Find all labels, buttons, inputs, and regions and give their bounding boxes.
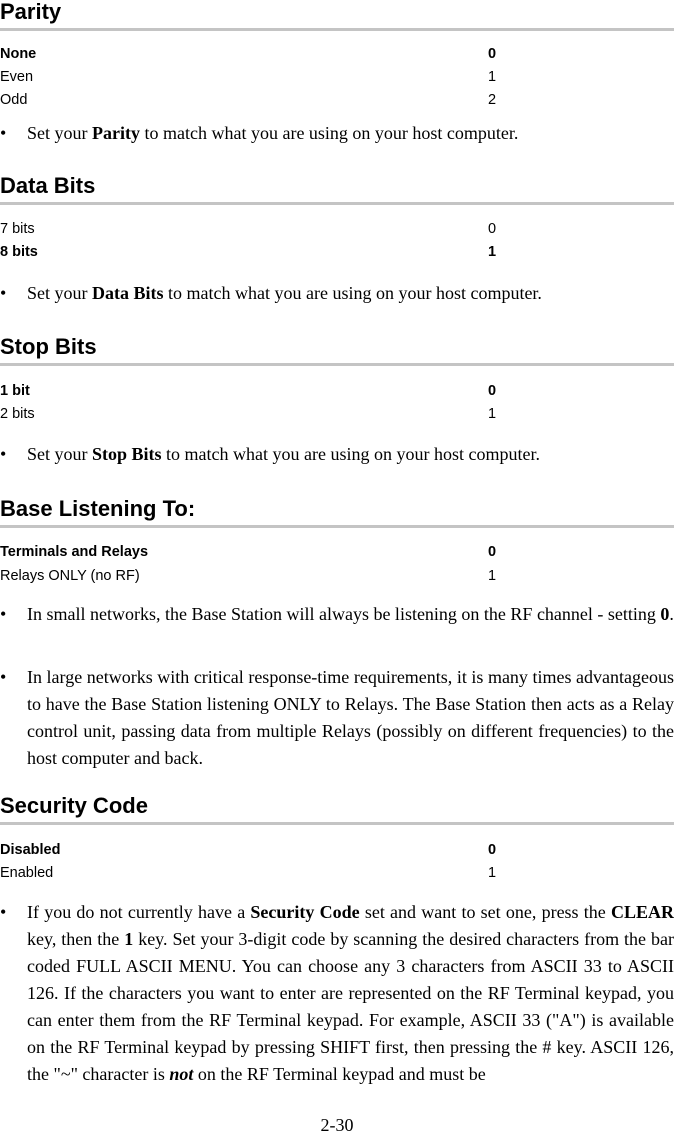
- parity-bullet: [0, 120, 674, 147]
- parity-heading: Parity: [0, 0, 62, 24]
- option-name: None: [0, 46, 37, 62]
- option-name: 1 bit: [0, 383, 30, 399]
- bullet-text: If you do not currently have a Security Code set and want to set one, press the CLEAR key, then the 1 key. Set your 3-digit code by scanning the desired characters from the bar coded FULL ASCII MENU. You can choose any 3 characters from ASCII 33 to ASCII 126. If the characters you want to enter are represented on the RF Terminal keypad, you can enter them from the RF Terminal keypad. For example, ASCII 33 ("A") is available on the RF Terminal keypad by pressing SHIFT first, then pressing the # key. ASCII 126, the "~" character is not on the RF Terminal keypad and must be: [27, 902, 674, 1084]
- base-listening-option-relays-only: [0, 566, 674, 586]
- data-bits-option-7: [0, 219, 674, 239]
- bullet-icon: •: [0, 123, 7, 143]
- data-bits-heading: Data Bits: [0, 173, 96, 198]
- parity-option-even: [0, 67, 674, 87]
- parity-option-none: [0, 44, 674, 64]
- base-listening-bullet-small-networks: [0, 601, 674, 628]
- bullet-text: In small networks, the Base Station will always be listening on the RF channel - setting 0.: [27, 604, 674, 624]
- bullet-icon: •: [0, 604, 7, 624]
- option-name: Enabled: [0, 865, 54, 881]
- bullet-text: In large networks with critical response-time requirements, it is many times advantageous to have the Base Station listening ONLY to Relays. The Base Station then acts as a Relay control unit, passing data from multiple Relays (possibly on different frequencies) to the host computer and back.: [27, 667, 674, 768]
- option-value: 1: [488, 865, 497, 881]
- data-bits-divider: [0, 202, 674, 205]
- option-name: Even: [0, 69, 34, 85]
- option-value: 2: [488, 92, 497, 108]
- security-code-option-disabled: [0, 840, 674, 860]
- option-name: 8 bits: [0, 244, 38, 260]
- base-listening-section: [0, 497, 674, 528]
- stop-bits-option-1: [0, 381, 674, 401]
- option-value: 0: [488, 221, 497, 237]
- stop-bits-bullet: [0, 441, 674, 468]
- base-listening-heading: Base Listening To:: [0, 496, 196, 521]
- bullet-text: Set your Data Bits to match what you are using on your host computer.: [27, 283, 542, 303]
- stop-bits-option-2: [0, 404, 674, 424]
- bullet-text: Set your Stop Bits to match what you are using on your host computer.: [27, 444, 540, 464]
- option-value: 0: [488, 842, 497, 858]
- option-name: Terminals and Relays: [0, 544, 149, 560]
- base-listening-divider: [0, 525, 674, 528]
- option-value: 1: [488, 69, 497, 85]
- option-name: 7 bits: [0, 221, 35, 237]
- page-number: 2-30: [320, 1115, 354, 1135]
- parity-section: [0, 0, 674, 31]
- bullet-icon: •: [0, 444, 7, 464]
- option-value: 1: [488, 568, 497, 584]
- stop-bits-divider: [0, 363, 674, 366]
- option-value: 1: [488, 244, 497, 260]
- data-bits-bullet: [0, 280, 674, 307]
- security-code-section: [0, 794, 674, 825]
- base-listening-option-terminals-relays: [0, 542, 674, 562]
- option-value: 1: [488, 406, 497, 422]
- stop-bits-section: [0, 335, 674, 366]
- option-name: 2 bits: [0, 406, 35, 422]
- parity-divider: [0, 28, 674, 31]
- security-code-bullet: [0, 899, 674, 1088]
- security-code-heading: Security Code: [0, 793, 148, 818]
- bullet-icon: •: [0, 902, 7, 922]
- parity-option-odd: [0, 90, 674, 110]
- option-value: 0: [488, 383, 497, 399]
- option-name: Disabled: [0, 842, 61, 858]
- data-bits-section: [0, 174, 674, 205]
- bullet-icon: •: [0, 667, 7, 687]
- option-value: 0: [488, 544, 497, 560]
- stop-bits-heading: Stop Bits: [0, 334, 97, 359]
- security-code-option-enabled: [0, 863, 674, 883]
- option-value: 0: [488, 46, 497, 62]
- data-bits-option-8: [0, 242, 674, 262]
- option-name: Odd: [0, 92, 28, 108]
- option-name: Relays ONLY (no RF): [0, 568, 140, 584]
- bullet-icon: •: [0, 283, 7, 303]
- base-listening-bullet-large-networks: [0, 664, 674, 772]
- security-code-divider: [0, 822, 674, 825]
- bullet-text: Set your Parity to match what you are using on your host computer.: [27, 123, 519, 143]
